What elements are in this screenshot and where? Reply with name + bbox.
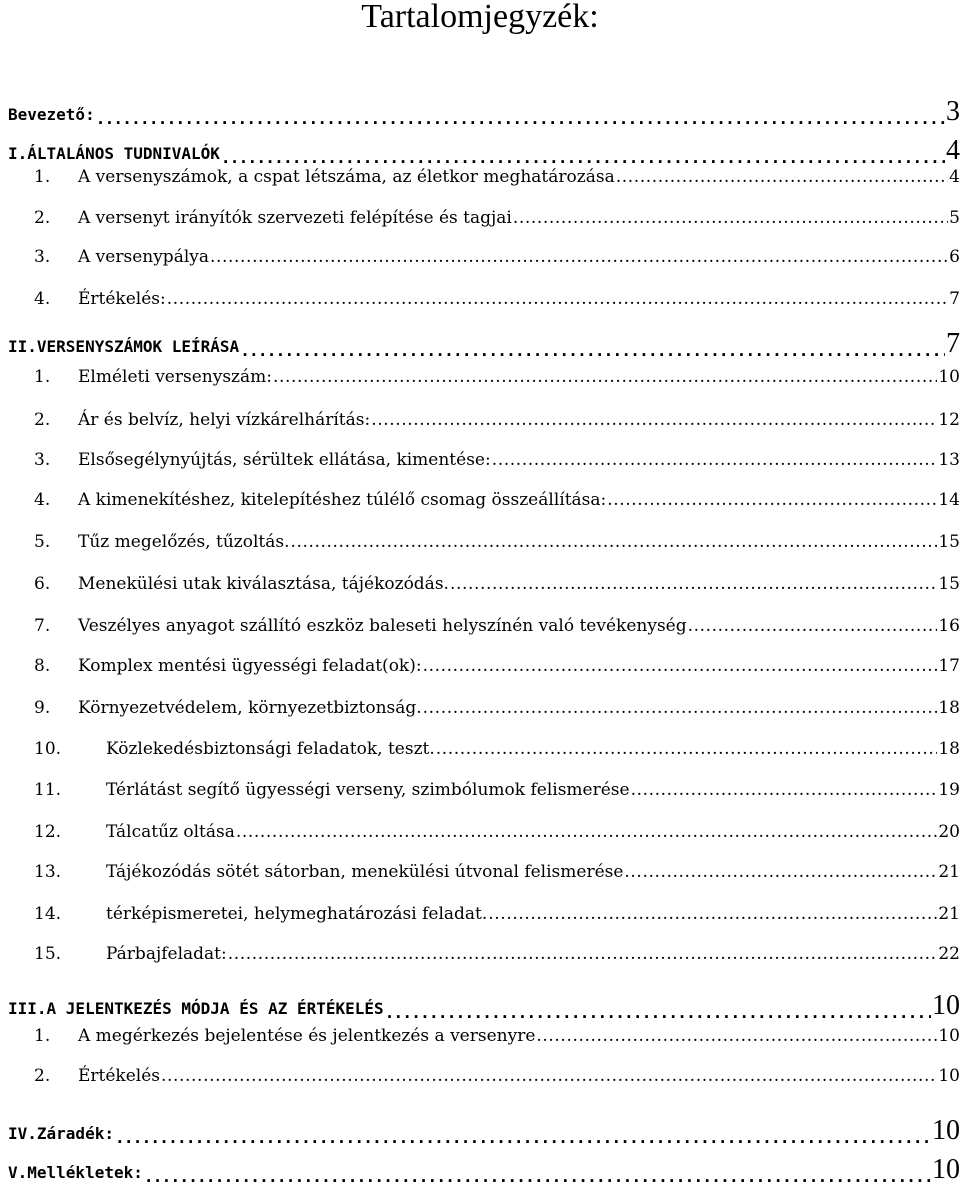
toc-entry-text: I.ÁLTALÁNOS TUDNIVALÓK [8,144,220,163]
toc-entry-number: 5. [34,532,51,552]
toc-entry-text: térképismeretei, helymeghatározási feladat. [106,904,488,924]
toc-entry-text: Értékelés: [78,289,166,309]
toc-entry-text: A versenyt irányítók szervezeti felépítése és tagjai [78,208,512,228]
toc-entry[interactable] [8,490,960,510]
toc-page-number: 5 [949,208,960,228]
toc-entry-text: Tálcatűz oltása [106,822,235,842]
toc-page-number: 15 [938,532,960,552]
toc-heading[interactable] [8,1154,960,1186]
toc-page-number: 14 [938,490,960,510]
toc-page-number: 10 [938,1066,960,1086]
toc-entry[interactable] [8,208,960,228]
toc-page-number: 21 [938,904,960,924]
toc-page-number: 10 [932,990,960,1021]
dot-leader [631,780,938,800]
toc-entry-text: II.VERSENYSZÁMOK LEÍRÁSA [8,337,240,356]
dot-leader [423,698,938,718]
toc-page-number: 19 [938,780,960,800]
toc-page-number: 7 [949,289,960,309]
dot-leader [513,208,948,228]
toc-entry[interactable] [8,1026,960,1046]
toc-page-number: 13 [938,450,960,470]
toc-page-number: 12 [938,410,960,430]
dot-leader [240,328,945,360]
toc-page-number: 6 [949,247,960,267]
dot-leader [210,247,948,267]
dot-leader [385,990,931,1022]
toc-entry-number: 15. [34,944,62,964]
toc-page-number: 7 [946,328,960,359]
toc-entry-number: 2. [34,410,51,430]
toc-page-number: 10 [932,1115,960,1146]
toc-entry-text: A megérkezés bejelentése és jelentkezés a versenyre [78,1026,536,1046]
dot-leader [607,490,937,510]
toc-heading[interactable] [8,135,960,167]
toc-entry[interactable] [8,167,960,187]
toc-entry-text: Párbajfeladat: [106,944,227,964]
toc-entry-number: 2. [34,1066,51,1086]
page-title: Tartalomjegyzék: [361,0,599,35]
toc-page-number: 20 [938,822,960,842]
toc-page-number: 4 [946,135,960,166]
toc-entry[interactable] [8,780,960,800]
toc-entry[interactable] [8,904,960,924]
toc-page-number: 3 [946,96,960,127]
toc-entry[interactable] [8,450,960,470]
dot-leader [291,532,938,552]
toc-entry-text: Veszélyes anyagot szállító eszköz baleseti helyszínén való tevékenység [78,616,687,636]
toc-entry-number: 9. [34,698,51,718]
toc-entry[interactable] [8,247,960,267]
toc-entry-text: A versenypálya [78,247,210,267]
toc-entry-number: 4. [34,289,51,309]
toc-entry-text: Bevezető: [8,105,95,124]
toc-entry[interactable] [8,739,960,759]
toc-entry-number: 3. [34,450,51,470]
toc-entry-text: III.A JELENTKEZÉS MÓDJA ÉS AZ ÉRTÉKELÉS [8,999,384,1018]
toc-entry-text: Környezetvédelem, környezetbiztonság. [78,698,422,718]
toc-heading[interactable] [8,1115,960,1147]
toc-entry-number: 13. [34,862,62,882]
toc-heading[interactable] [8,328,960,360]
toc-entry-number: 1. [34,1026,51,1046]
toc-entry[interactable] [8,822,960,842]
toc-heading[interactable] [8,96,960,128]
toc-page-number: 10 [938,367,960,387]
dot-leader [436,739,938,759]
toc-entry-text: Elsősegélynyújtás, sérültek ellátása, kimentése: [78,450,491,470]
dot-leader [688,616,938,636]
toc-entry-number: 1. [34,367,51,387]
dot-leader [167,289,948,309]
toc-page-number: 10 [938,1026,960,1046]
toc-entry-number: 8. [34,656,51,676]
toc-entry[interactable] [8,656,960,676]
toc-entry[interactable] [8,944,960,964]
toc-page-number: 16 [938,616,960,636]
dot-leader [144,1154,931,1186]
toc-page-number: 15 [938,574,960,594]
dot-leader [450,574,937,594]
toc-entry-number: 10. [34,739,62,759]
dot-leader [624,862,937,882]
dot-leader [115,1115,931,1147]
toc-entry[interactable] [8,862,960,882]
toc-entry-number: 11. [34,780,62,800]
dot-leader [221,135,945,167]
toc-page-number: 10 [932,1154,960,1185]
toc-entry[interactable] [8,410,960,430]
toc-entry-number: 12. [34,822,62,842]
toc-entry-text: A versenyszámok, a cspat létszáma, az életkor meghatározása [78,167,615,187]
dot-leader [488,904,937,924]
toc-entry-number: 6. [34,574,51,594]
dot-leader [616,167,948,187]
toc-entry-number: 7. [34,616,51,636]
dot-leader [371,410,937,430]
toc-page-number: 17 [938,656,960,676]
toc-entry[interactable] [8,616,960,636]
dot-leader [536,1026,937,1046]
dot-leader [492,450,938,470]
toc-entry-text: V.Mellékletek: [8,1163,143,1182]
dot-leader [228,944,938,964]
toc-entry-text: Elméleti versenyszám: [78,367,272,387]
dot-leader [273,367,937,387]
toc-page-number: 18 [938,698,960,718]
toc-entry-text: Tűz megelőzés, tűzoltás. [78,532,290,552]
toc-page-number: 21 [938,862,960,882]
toc-entry-text: Értékelés [78,1066,161,1086]
toc-page-number: 4 [949,167,960,187]
toc-entry-text: Tájékozódás sötét sátorban, menekülési útvonal felismerése [106,862,624,882]
toc-entry[interactable] [8,532,960,552]
toc-entry[interactable] [8,289,960,309]
toc-entry-number: 4. [34,490,51,510]
dot-leader [96,96,945,128]
toc-entry[interactable] [8,574,960,594]
toc-page-number: 22 [938,944,960,964]
dot-leader [236,822,937,842]
toc-entry-number: 3. [34,247,51,267]
toc-entry-text: A kimenekítéshez, kitelepítéshez túlélő csomag összeállítása: [78,490,607,510]
toc-entry-text: Komplex mentési ügyességi feladat(ok): [78,656,422,676]
toc-entry-text: Közlekedésbiztonsági feladatok, teszt. [106,739,435,759]
toc-page-number: 18 [938,739,960,759]
toc-entry-text: IV.Záradék: [8,1124,114,1143]
dot-leader [423,656,938,676]
dot-leader [161,1066,937,1086]
toc-entry-text: Térlátást segítő ügyességi verseny, szimbólumok felismerése [106,780,630,800]
toc-entry-number: 2. [34,208,51,228]
toc-entry[interactable] [8,698,960,718]
toc-entry-number: 14. [34,904,62,924]
toc-entry-number: 1. [34,167,51,187]
toc-heading[interactable] [8,990,960,1022]
toc-entry-text: Menekülési utak kiválasztása, tájékozódás. [78,574,449,594]
toc-entry[interactable] [8,367,960,387]
toc-entry-text: Ár és belvíz, helyi vízkárelhárítás: [78,410,371,430]
toc-entry[interactable] [8,1066,960,1086]
